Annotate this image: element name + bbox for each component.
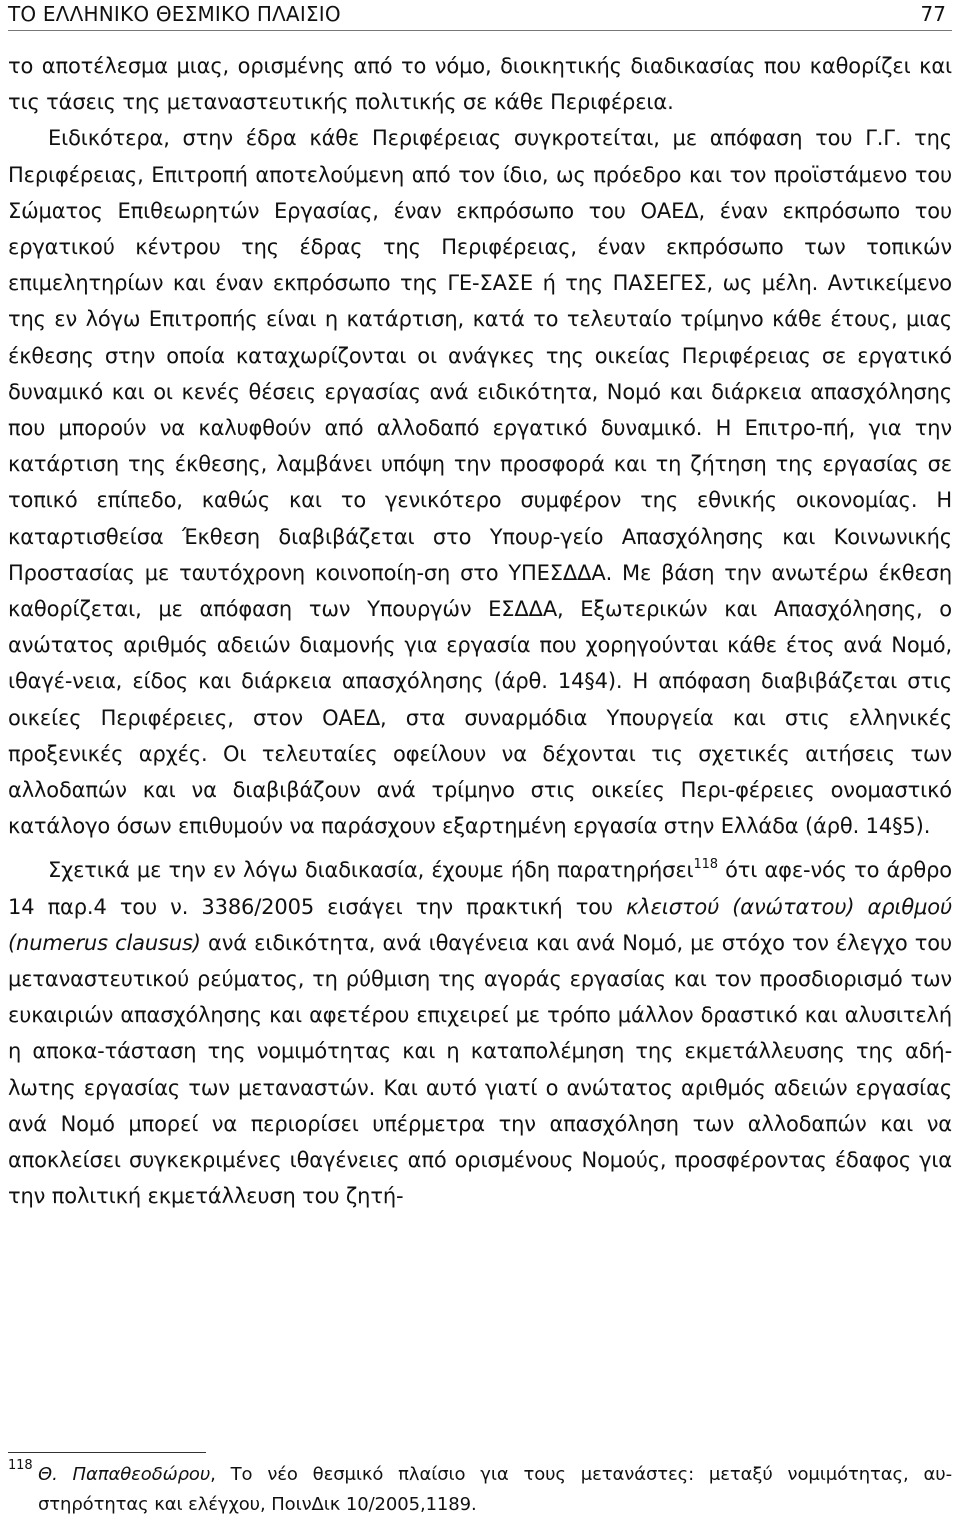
paragraph-2: Ειδικότερα, στην έδρα κάθε Περιφέρειας συγκροτείται, με απόφαση του Γ.Γ. της Περιφέρειας, Επιτροπή αποτελούμενη από τον ίδιο, ως πρόεδρο και τον προϊστάμενο του Σώματος Επιθεωρητών Εργασίας, έναν εκπρόσωπο του ΟΑΕΔ, έναν εκπρόσωπο του εργατικού κέντρου της έδρας της Περιφέρειας, έναν εκπρόσωπο των τοπικών επιμελητηρίων και έναν εκπρόσωπο της ΓΕ-ΣΑΣΕ ή της ΠΑΣΕΓΕΣ, ως μέλη. Αντικείμενο της εν λόγω Επιτροπής είναι η κατάρτιση, κατά το τελευταίο τρίμηνο κάθε έτους, μιας έκθεσης στην οποία καταχωρίζονται οι ανάγκες της οικείας Περιφέρειας σε εργατικό δυναμικό και οι κενές θέσεις εργασίας ανά ειδικότητα, Νομό και διάρκεια απασχόλησης που μπορούν να καλυφθούν από αλλοδαπό εργατικό δυναμικό. Η Επιτρο-πή, για την κατάρτιση της έκθεσης, λαμβάνει υπόψη την προσφορά και τη ζήτηση της εργασίας σε τοπικό επίπεδο, καθώς και το γενικότερο συμφέρον της εθνικής οικονομίας. Η καταρτισθείσα Έκθεση διαβιβάζεται στο Υπουρ-γείο Απασχόλησης και Κοινωνικής Προστασίας με ταυτόχρονη κοινοποίη-ση στο ΥΠΕΣΔΔΑ. Με βάση την ανωτέρω έκθεση καθορίζεται, με απόφαση των Υπουργών ΕΣΔΔΑ, Εξωτερικών και Απασχόλησης, ο ανώτατος αριθμός αδειών διαμονής για εργασία που χορηγούνται κάθε έτος ανά Νομό, ιθαγέ-νεια, είδος και διάρκεια απασχόλησης (άρθ. 14§4). Η απόφαση διαβιβάζεται στις οικείες Περιφέρειες, στον ΟΑΕΔ, στα συναρμόδια Υπουργεία και στις ελληνικές προξενικές αρχές. Οι τελευταίες οφείλουν να δέχονται τις σχετικές αιτήσεις των αλλοδαπών και να διαβιβάζουν ανά τρίμηνο στις οικείες Περι-φέρειες ονομαστικό κατάλογο όσων επιθυμούν να παράσχουν εξαρτημένη εργασία στην Ελλάδα (άρθ. 14§5). bbox=[8, 126, 952, 839]
paragraph-3-italic-term: κλειστού (ανώτατου) αριθμού (numerus clausus) bbox=[8, 894, 952, 955]
paragraph-1: το αποτέλεσμα μιας, ορισμένης από το νόμο, διοικητικής διαδικασίας που καθορίζει και τις τάσεις της μεταναστευτικής πολιτικής σε κάθε Περιφέρεια. bbox=[8, 54, 952, 115]
footnote-citation: , Το νέο θεσμικό πλαίσιο για τους μετανάστες: μεταξύ νομιμότητας, αυ-στηρότητας και ελέγχου, ΠοινΔικ 10/2005,1189. bbox=[38, 1464, 952, 1515]
footnote-reference[interactable]: 118 bbox=[693, 857, 718, 873]
paragraph-3-start: Σχετικά με την εν λόγω διαδικασία, έχουμε ήδη παρατηρήσει bbox=[48, 858, 694, 883]
footnote-number: 118 bbox=[8, 1458, 33, 1473]
footnote bbox=[8, 1460, 952, 1520]
footnote-text bbox=[38, 1460, 952, 1520]
main-text bbox=[8, 48, 952, 1215]
footnote-author: Θ. Παπαθεοδώρου bbox=[38, 1464, 211, 1485]
running-header-title: ΤΟ ΕΛΛΗΝΙΚΟ ΘΕΣΜΙΚΟ ΠΛΑΙΣΙΟ bbox=[8, 2, 341, 26]
running-header bbox=[8, 0, 952, 31]
paragraph-3-continuation: ότι αφε-νός το άρθρο 14 παρ.4 του ν. 3386/2005 εισάγει την πρακτική του bbox=[8, 858, 953, 919]
footnote-separator bbox=[8, 1452, 206, 1453]
paragraph-3-rest: ανά ειδικότητα, ανά ιθαγένεια και ανά Νομό, με στόχο τον έλεγχο του μεταναστευτικού ρεύματος, τη ρύθμιση της αγοράς εργασίας και τον προσδιορισμό των ευκαιριών απασχόλησης και αφετέρου επιχειρεί με τρόπο μάλλον δραστικό και αλυσιτελή η αποκα-τάσταση της νομιμότητας και η καταπολέμηση της εκμετάλλευσης της αδή-λωτης εργασίας των μεταναστών. Και αυτό γιατί ο ανώτατος αριθμός αδειών εργασίας ανά Νομό μπορεί να περιορίσει υπέρμετρα την απασχόληση των αλλοδαπών και να αποκλείσει συγκεκριμένες ιθαγένειες από ορισμένους Νομούς, προσφέροντας έδαφος για την πολιτική εκμετάλλευση του ζητή- bbox=[8, 930, 952, 1209]
page-number: 77 bbox=[920, 2, 946, 26]
paragraph-3 bbox=[8, 852, 952, 1214]
